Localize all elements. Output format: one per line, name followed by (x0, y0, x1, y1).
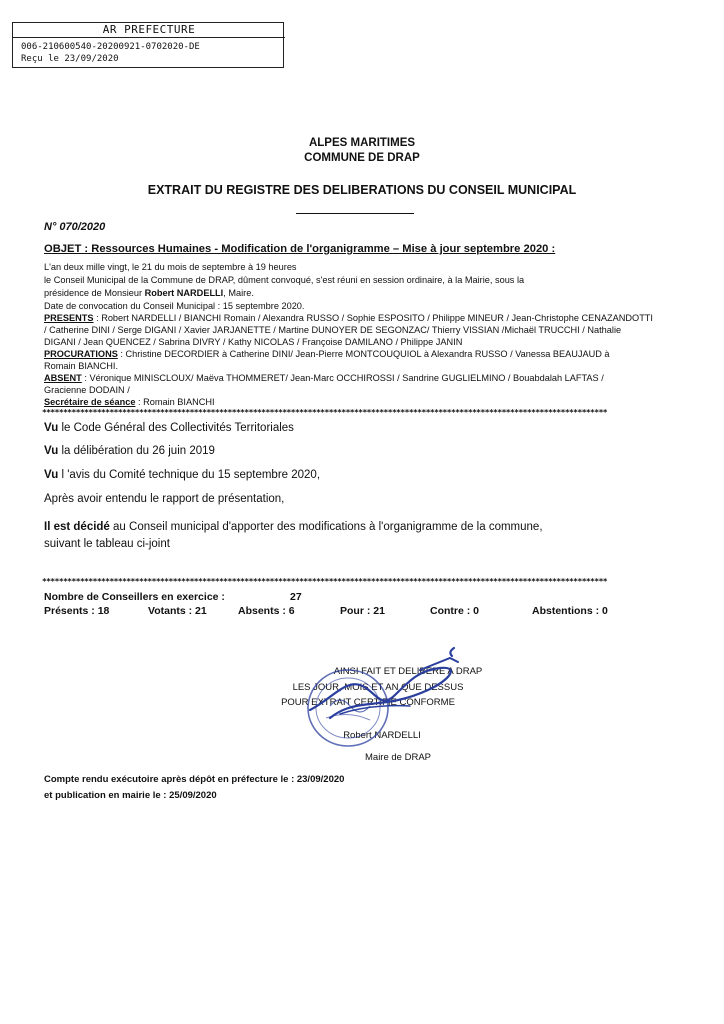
procurations-line-2: Romain BIANCHI. (44, 361, 119, 371)
intro-line-3 (44, 288, 684, 299)
commune-name: COMMUNE DE DRAP (304, 152, 420, 164)
deliberation-object: OBJET : Ressources Humaines - Modification de l'organigramme – Mise à jour septembre 2020 : (44, 243, 556, 255)
conseillers-count: 27 (290, 591, 302, 603)
presents-names-1: : Robert NARDELLI / BIANCHI Romain / Alexandra RUSSO / Sophie ESPOSITO / Philippe MINEUR / Jean-Christophe CENAZANDOTTI (93, 313, 653, 323)
vu-text: le Code Général des Collectivités Territoriales (58, 422, 294, 434)
stamp-title: AR PREFECTURE (13, 23, 285, 38)
secretary-line (44, 397, 684, 408)
decision-line-1 (44, 521, 694, 533)
absent-names: : Véronique MINISCLOUX/ Maëva THOMMERET/ Jean-Marc OCCHIROSSI / Sandrine GUGLIELMINO / Bouabdalah LAFTAS / (81, 373, 604, 383)
presents-label: PRESENTS (44, 313, 94, 323)
vote-pour: Pour : 21 (340, 605, 385, 617)
vote-contre: Contre : 0 (430, 605, 480, 617)
mayor-signature-name: Robert NARDELLI (343, 730, 421, 741)
vu-text: l 'avis du Comité technique du 15 septembre 2020, (58, 469, 321, 481)
deliberation-number: N° 070/2020 (44, 221, 106, 233)
vote-votants: Votants : 21 (148, 605, 207, 617)
intro-line-2: le Conseil Municipal de la Commune de DRAP, dûment convoqué, s'est réuni en session ordinaire, à la Mairie, sous la (44, 275, 525, 285)
decision-text: au Conseil municipal d'apporter des modifications à l'organigramme de la commune, (109, 521, 543, 533)
apres-rapport: Après avoir entendu le rapport de présentation, (44, 493, 285, 505)
conseillers-label: Nombre de Conseillers en exercice : (44, 591, 225, 603)
absent-line-1 (44, 373, 684, 384)
signature-line-3: POUR EXTRAIT CERTIFIE CONFORME (281, 697, 455, 708)
vu-code-general (44, 422, 694, 434)
procurations-names: : Christine DECORDIER à Catherine DINI/ Jean-Pierre MONTCOUQUIOL à Alexandra RUSSO / Vanessa BEAUJAUD à (117, 349, 610, 359)
prefecture-stamp (12, 22, 284, 68)
mayor-name: Robert NARDELLI (144, 288, 224, 298)
separator-stars-top: ************************************************************************************************************************************** (42, 409, 607, 417)
title-divider (296, 213, 414, 214)
convocation-date: Date de convocation du Conseil Municipal : 15 septembre 2020. (44, 301, 305, 311)
vu-text: la délibération du 26 juin 2019 (58, 445, 215, 457)
presents-line-1 (44, 313, 684, 324)
handwritten-signature (300, 640, 470, 740)
vu-keyword: Vu (44, 445, 59, 457)
mayor-signature-role: Maire de DRAP (365, 752, 431, 763)
presents-line-3: DIGANI / Jean QUENCEZ / Sabrina DIVRY / Kathy NICOLAS / Françoise DAMILANO / Philippe JANIN (44, 337, 463, 347)
executory-line-2: et publication en mairie le : 25/09/2020 (44, 790, 217, 801)
signature-line-2: LES JOUR, MOIS ET AN QUE DESSUS (292, 682, 464, 693)
register-title: EXTRAIT DU REGISTRE DES DELIBERATIONS DU CONSEIL MUNICIPAL (147, 183, 577, 197)
intro-presidence: présidence de Monsieur (44, 288, 145, 298)
intro-line-1: L'an deux mille vingt, le 21 du mois de septembre à 19 heures (44, 262, 297, 272)
vu-keyword: Vu (44, 422, 59, 434)
vote-abstentions: Abstentions : 0 (532, 605, 608, 617)
decision-line-2: suivant le tableau ci-joint (44, 538, 170, 550)
department-name: ALPES MARITIMES (308, 137, 416, 149)
presents-line-2: / Catherine DINI / Serge DIGANI / Xavier JARJANETTE / Martine DUNOYER DE SEGONZAC/ Thierry VISSIAN /Michaël TRUCCHI / Nathalie (44, 325, 622, 335)
vu-keyword: Vu (44, 469, 59, 481)
vote-presents: Présents : 18 (44, 605, 110, 617)
signature-line-1: AINSI FAIT ET DELIBERE A DRAP (333, 666, 483, 677)
absent-line-2: Gracienne DODAIN / (44, 385, 130, 395)
vu-comite (44, 469, 694, 481)
separator-stars-bottom: ************************************************************************************************************************************** (42, 578, 607, 586)
absent-label: ABSENT (44, 373, 82, 383)
decision-keyword: Il est décidé (44, 521, 110, 533)
vu-deliberation (44, 445, 694, 457)
procurations-line-1 (44, 349, 684, 360)
procurations-label: PROCURATIONS (44, 349, 118, 359)
executory-line-1: Compte rendu exécutoire après dépôt en préfecture le : 23/09/2020 (44, 774, 345, 785)
vote-absents: Absents : 6 (238, 605, 295, 617)
secretary-label: Secrétaire de séance (44, 397, 136, 407)
secretary-name: : Romain BIANCHI (135, 397, 215, 407)
stamp-act-id: 006-210600540-20200921-0702020-DE (21, 42, 200, 52)
mayor-title: , Maire. (223, 288, 254, 298)
stamp-received-date: Reçu le 23/09/2020 (21, 54, 119, 64)
